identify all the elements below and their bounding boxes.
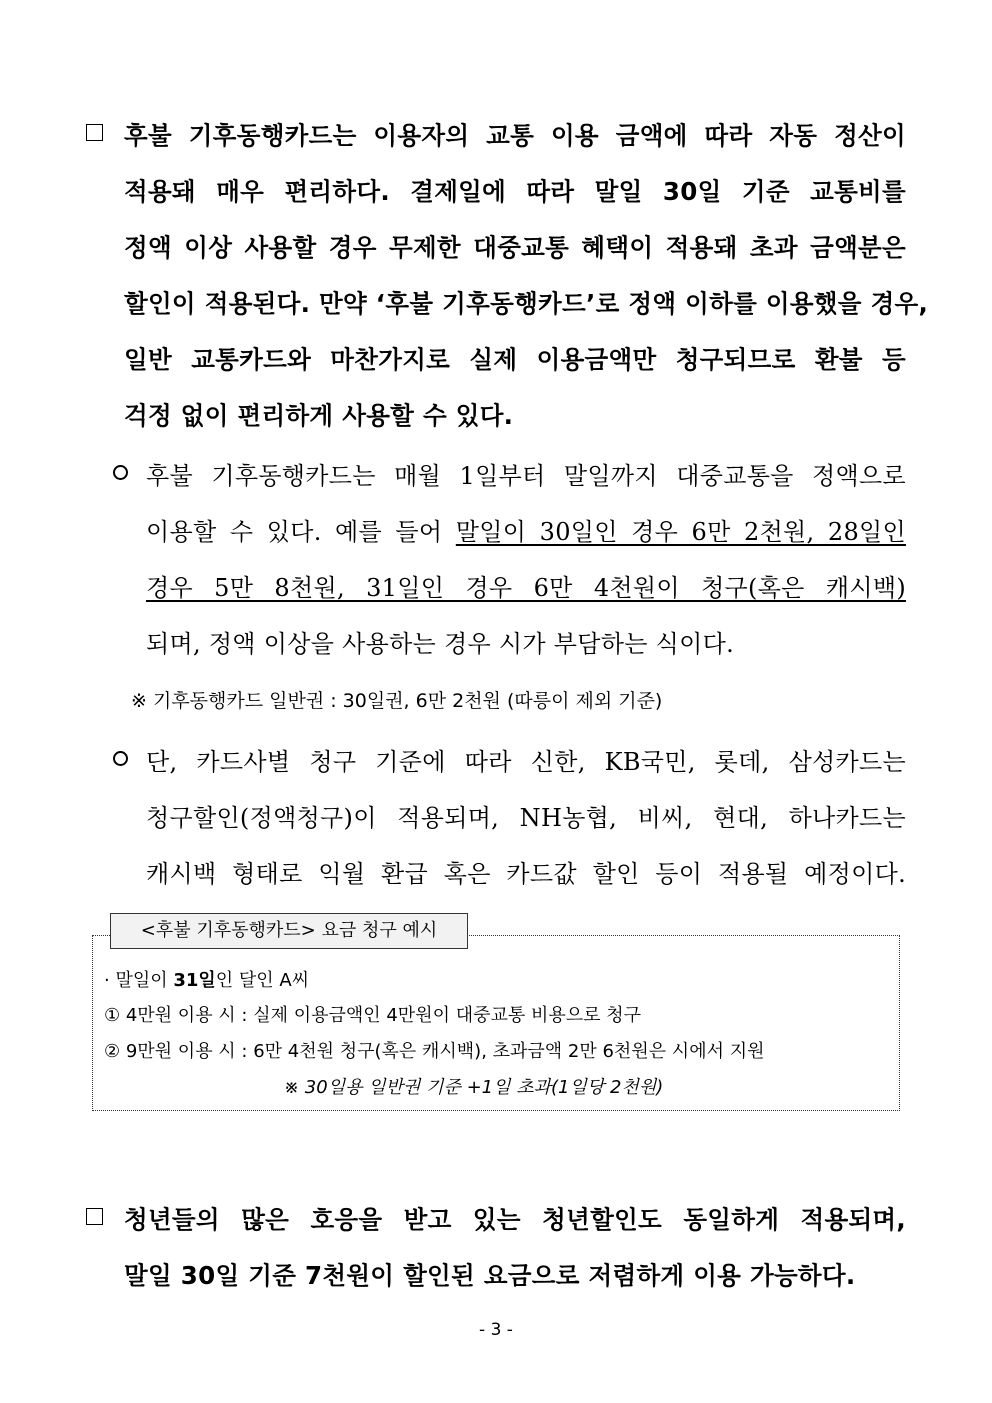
bullet2-line-3: 캐시백 형태로 익월 환급 혹은 카드값 할인 등이 적용될 예정이다. bbox=[146, 860, 906, 888]
bullet1-line-2-underlined: 말일이 30일인 경우 6만 2천원, 28일인 bbox=[455, 518, 906, 546]
section1-checkbox-marker bbox=[86, 124, 103, 141]
bullet1-line-4: 되며, 정액 이상을 사용하는 경우 시가 부담하는 식이다. bbox=[146, 630, 735, 658]
section1-line-1: 후불 기후동행카드는 이용자의 교통 이용 금액에 따라 자동 정산이 bbox=[124, 121, 906, 150]
example-line-1-suffix: 인 달인 A씨 bbox=[215, 970, 310, 991]
bullet2-line-1: 단, 카드사별 청구 기준에 따라 신한, KB국민, 롯데, 삼성카드는 bbox=[146, 748, 906, 776]
section1-line-3: 정액 이상 사용할 경우 무제한 대중교통 혜택이 적용돼 초과 금액분은 bbox=[124, 233, 906, 262]
bullet1-circle-marker bbox=[113, 465, 128, 480]
bullet1-line-2 bbox=[146, 512, 906, 547]
bullet1-line-3-underlined: 경우 5만 8천원, 31일인 경우 6만 4천원이 청구(혹은 캐시백) bbox=[146, 574, 906, 602]
example-line-1-prefix: · 말일이 bbox=[104, 970, 174, 991]
section2-line-1: 청년들의 많은 호응을 받고 있는 청년할인도 동일하게 적용되며, bbox=[124, 1205, 906, 1234]
page-number: - 3 - bbox=[479, 1320, 513, 1340]
section2-checkbox-marker bbox=[86, 1208, 103, 1225]
section1-line-4: 할인이 적용된다. 만약 ‘후불 기후동행카드’로 정액 이하를 이용했을 경우, bbox=[124, 289, 929, 318]
example-line-1 bbox=[104, 966, 309, 992]
example-title: <후불 기후동행카드> 요금 청구 예시 bbox=[110, 913, 468, 949]
bullet1-line-2-plain: 이용할 수 있다. 예를 들어 bbox=[146, 518, 456, 546]
example-line-1-bold: 31일 bbox=[173, 970, 216, 991]
section1-line-6: 걱정 없이 편리하게 사용할 수 있다. bbox=[124, 401, 514, 430]
section1-line-5: 일반 교통카드와 마찬가지로 실제 이용금액만 청구되므로 환불 등 bbox=[124, 345, 906, 374]
section1-line-2: 적용돼 매우 편리하다. 결제일에 따라 말일 30일 기준 교통비를 bbox=[124, 177, 906, 206]
example-line-2: ① 4만원 이용 시 : 실제 이용금액인 4만원이 대중교통 비용으로 청구 bbox=[104, 1005, 642, 1026]
bullet2-circle-marker bbox=[113, 751, 128, 766]
section2-line-2: 말일 30일 기준 7천원이 할인된 요금으로 저렴하게 이용 가능하다. bbox=[124, 1261, 856, 1290]
example-line-3: ② 9만원 이용 시 : 6만 4천원 청구(혹은 캐시백), 초과금액 2만 6천원은 시에서 지원 bbox=[104, 1041, 765, 1062]
bullet1-line-1: 후불 기후동행카드는 매월 1일부터 말일까지 대중교통을 정액으로 bbox=[146, 462, 906, 490]
example-note: ※ 30일용 일반권 기준 +1일 초과(1일당 2천원) bbox=[284, 1077, 664, 1098]
note-general-pass: ※ 기후동행카드 일반권 : 30일권, 6만 2천원 (따릉이 제외 기준) bbox=[131, 690, 663, 712]
bullet2-line-2: 청구할인(정액청구)이 적용되며, NH농협, 비씨, 현대, 하나카드는 bbox=[146, 804, 906, 832]
